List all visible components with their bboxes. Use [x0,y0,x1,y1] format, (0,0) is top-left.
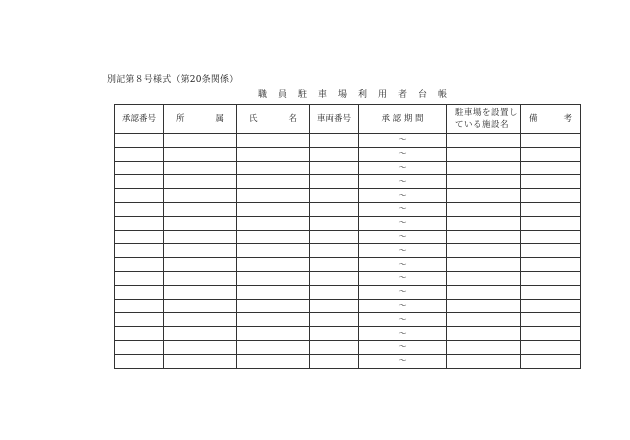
cell-facility-name [447,313,521,327]
cell-department [164,340,237,354]
cell-department [164,216,237,230]
cell-approval-period: ～ [359,258,447,272]
table-row [115,202,581,216]
cell-name [237,216,310,230]
cell-remarks [521,285,581,299]
cell-vehicle-number [310,271,359,285]
cell-facility-name [447,230,521,244]
cell-facility-name [447,161,521,175]
cell-name [237,230,310,244]
cell-vehicle-number [310,299,359,313]
cell-vehicle-number [310,134,359,148]
cell-remarks [521,175,581,189]
cell-approval-period: ～ [359,299,447,313]
cell-department [164,230,237,244]
cell-approval-period: ～ [359,161,447,175]
cell-remarks [521,134,581,148]
cell-approval-period: ～ [359,285,447,299]
ledger-title-char: 場 [338,90,348,100]
cell-approval-number [115,299,164,313]
cell-remarks [521,216,581,230]
cell-facility-name [447,327,521,341]
cell-approval-number [115,258,164,272]
cell-approval-number [115,175,164,189]
cell-vehicle-number [310,285,359,299]
cell-name [237,147,310,161]
cell-name [237,340,310,354]
header-row [115,105,581,134]
cell-approval-period: ～ [359,175,447,189]
cell-approval-number [115,216,164,230]
cell-department [164,147,237,161]
cell-name [237,189,310,203]
header-facility-line-2: ている施設名 [455,120,510,130]
cell-department [164,327,237,341]
cell-name [237,244,310,258]
cell-remarks [521,147,581,161]
cell-remarks [521,299,581,313]
cell-name [237,134,310,148]
cell-approval-number [115,285,164,299]
cell-vehicle-number [310,175,359,189]
table-row [115,258,581,272]
cell-remarks [521,340,581,354]
cell-remarks [521,313,581,327]
cell-approval-period: ～ [359,340,447,354]
cell-facility-name [447,299,521,313]
cell-approval-period: ～ [359,327,447,341]
cell-department [164,202,237,216]
cell-facility-name [447,216,521,230]
table-row [115,147,581,161]
cell-department [164,271,237,285]
cell-approval-number [115,327,164,341]
cell-vehicle-number [310,327,359,341]
table-row [115,244,581,258]
cell-department [164,258,237,272]
cell-facility-name [447,354,521,368]
ledger-title-char: 者 [398,90,408,100]
cell-approval-number [115,134,164,148]
cell-facility-name [447,134,521,148]
cell-remarks [521,189,581,203]
header-facility-line-1: 駐車場を設置し [455,108,519,118]
cell-approval-number [115,230,164,244]
table-row [115,216,581,230]
table-row [115,161,581,175]
cell-approval-period: ～ [359,230,447,244]
ledger-title-char: 車 [318,90,328,100]
header-vehicle-number: 車両番号 [310,105,359,134]
table-row [115,134,581,148]
cell-approval-number [115,147,164,161]
cell-remarks [521,327,581,341]
header-name [237,105,310,134]
cell-vehicle-number [310,313,359,327]
cell-facility-name [447,189,521,203]
cell-approval-period: ～ [359,271,447,285]
cell-name [237,313,310,327]
cell-department [164,299,237,313]
form-reference: 別記第８号様式（第20条関係） [107,75,239,85]
table-row [115,354,581,368]
cell-vehicle-number [310,258,359,272]
cell-remarks [521,354,581,368]
cell-approval-period: ～ [359,202,447,216]
cell-approval-number [115,161,164,175]
cell-name [237,175,310,189]
header-name-char-2: 名 [288,114,297,124]
ledger-title-char: 利 [358,90,368,100]
ledger-body [115,134,581,369]
cell-remarks [521,161,581,175]
table-row [115,299,581,313]
table-row [115,271,581,285]
table-row [115,175,581,189]
cell-approval-period: ～ [359,313,447,327]
cell-approval-period: ～ [359,147,447,161]
cell-remarks [521,271,581,285]
cell-approval-period: ～ [359,354,447,368]
header-department-char-2: 属 [215,114,224,124]
cell-approval-number [115,244,164,258]
cell-facility-name [447,244,521,258]
header-department [164,105,237,134]
cell-department [164,244,237,258]
header-facility-name [447,105,521,134]
cell-name [237,299,310,313]
cell-department [164,175,237,189]
cell-remarks [521,244,581,258]
cell-facility-name [447,175,521,189]
ledger-title [258,87,458,100]
table-row [115,230,581,244]
header-remarks-char-2: 考 [563,114,572,124]
cell-approval-number [115,354,164,368]
ledger-title-char: 員 [278,90,288,100]
header-remarks-char-1: 備 [529,114,538,124]
cell-remarks [521,202,581,216]
header-department-char-1: 所 [176,114,185,124]
ledger-title-char: 駐 [298,90,308,100]
cell-facility-name [447,285,521,299]
cell-vehicle-number [310,147,359,161]
ledger-title-char: 台 [418,90,428,100]
table-row [115,327,581,341]
cell-approval-number [115,271,164,285]
cell-department [164,134,237,148]
cell-approval-number [115,313,164,327]
cell-vehicle-number [310,216,359,230]
cell-vehicle-number [310,189,359,203]
cell-vehicle-number [310,340,359,354]
cell-department [164,285,237,299]
cell-remarks [521,258,581,272]
cell-approval-period: ～ [359,216,447,230]
cell-vehicle-number [310,161,359,175]
cell-vehicle-number [310,230,359,244]
table-row [115,189,581,203]
cell-name [237,271,310,285]
cell-name [237,327,310,341]
cell-approval-number [115,189,164,203]
table-row [115,285,581,299]
ledger-title-char: 帳 [438,90,448,100]
table-row [115,313,581,327]
cell-approval-period: ～ [359,189,447,203]
cell-facility-name [447,147,521,161]
cell-name [237,258,310,272]
cell-approval-number [115,202,164,216]
ledger-title-char: 用 [378,90,388,100]
ledger-table [114,104,581,369]
table-row [115,340,581,354]
header-approval-period: 承 認 期 間 [359,105,447,134]
cell-vehicle-number [310,244,359,258]
cell-name [237,354,310,368]
header-approval-number: 承認番号 [115,105,164,134]
cell-name [237,202,310,216]
cell-department [164,354,237,368]
cell-department [164,161,237,175]
cell-approval-number [115,340,164,354]
cell-facility-name [447,202,521,216]
header-name-char-1: 氏 [249,114,258,124]
cell-remarks [521,230,581,244]
ledger-title-char: 職 [258,90,268,100]
cell-department [164,313,237,327]
cell-department [164,189,237,203]
cell-facility-name [447,258,521,272]
cell-vehicle-number [310,354,359,368]
cell-vehicle-number [310,202,359,216]
cell-facility-name [447,271,521,285]
cell-approval-period: ～ [359,134,447,148]
cell-facility-name [447,340,521,354]
header-remarks [521,105,581,134]
cell-approval-period: ～ [359,244,447,258]
cell-name [237,161,310,175]
cell-name [237,285,310,299]
